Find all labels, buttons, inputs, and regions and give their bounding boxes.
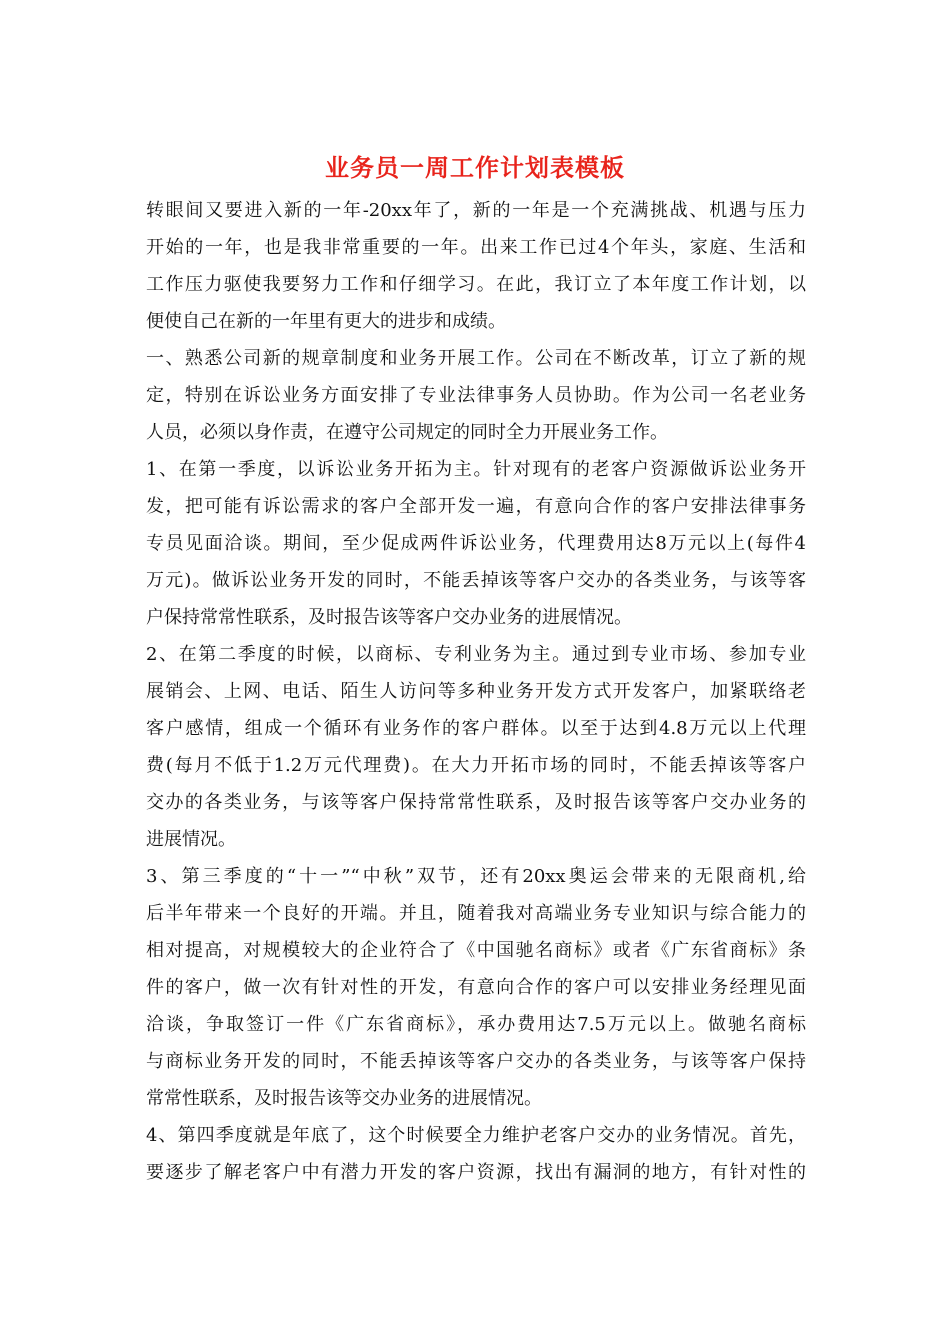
text-line: 进展情况。 (146, 829, 236, 850)
document-body (146, 192, 806, 1191)
text-line: 一、熟悉公司新的规章制度和业务开展工作。公司在不断改革，订立了新的规 (146, 348, 806, 369)
text-line: 交办的各类业务，与该等客户保持常常性联系，及时报告该等客户交办业务的 (146, 792, 806, 813)
text-line: 万元)。做诉讼业务开发的同时，不能丢掉该等客户交办的各类业务，与该等客 (146, 570, 806, 591)
text-line: 1、在第一季度，以诉讼业务开拓为主。针对现有的老客户资源做诉讼业务开 (146, 459, 806, 480)
text-line: 客户感情，组成一个循环有业务作的客户群体。以至于达到4.8万元以上代理 (146, 718, 806, 739)
text-line: 专员见面洽谈。期间，至少促成两件诉讼业务，代理费用达8万元以上(每件4 (146, 533, 806, 554)
text-line: 转眼间又要进入新的一年-20xx年了，新的一年是一个充满挑战、机遇与压力 (146, 200, 806, 221)
document-title: 业务员一周工作计划表模板 (325, 153, 625, 182)
text-line: 相对提高，对规模较大的企业符合了《中国驰名商标》或者《广东省商标》条 (146, 940, 806, 961)
text-line: 定，特别在诉讼业务方面安排了专业法律事务人员协助。作为公司一名老业务 (146, 385, 806, 406)
text-line: 3、第三季度的“十一”“中秋”双节，还有20xx奥运会带来的无限商机,给 (146, 866, 806, 887)
text-line: 洽谈，争取签订一件《广东省商标》，承办费用达7.5万元以上。做驰名商标 (146, 1014, 806, 1035)
text-line: 发，把可能有诉讼需求的客户全部开发一遍，有意向合作的客户安排法律事务 (146, 496, 806, 517)
text-line: 工作压力驱使我要努力工作和仔细学习。在此，我订立了本年度工作计划，以 (146, 274, 806, 295)
text-line: 与商标业务开发的同时，不能丢掉该等客户交办的各类业务，与该等客户保持 (146, 1051, 806, 1072)
text-line: 人员，必须以身作责，在遵守公司规定的同时全力开展业务工作。 (146, 422, 668, 443)
text-line: 2、在第二季度的时候，以商标、专利业务为主。通过到专业市场、参加专业 (146, 644, 806, 665)
text-line: 件的客户，做一次有针对性的开发，有意向合作的客户可以安排业务经理见面 (146, 977, 806, 998)
text-line: 户保持常常性联系，及时报告该等客户交办业务的进展情况。 (146, 607, 632, 628)
text-line: 4、第四季度就是年底了，这个时候要全力维护老客户交办的业务情况。首先， (146, 1125, 806, 1146)
text-line: 展销会、上网、电话、陌生人访问等多种业务开发方式开发客户，加紧联络老 (146, 681, 806, 702)
text-line: 费(每月不低于1.2万元代理费)。在大力开拓市场的同时，不能丢掉该等客户 (146, 755, 806, 776)
text-line: 开始的一年，也是我非常重要的一年。出来工作已过4个年头，家庭、生活和 (146, 237, 806, 258)
text-line: 常常性联系，及时报告该等交办业务的进展情况。 (146, 1088, 542, 1109)
text-line: 后半年带来一个良好的开端。并且，随着我对高端业务专业知识与综合能力的 (146, 903, 806, 924)
text-line: 便使自己在新的一年里有更大的进步和成绩。 (146, 311, 506, 332)
text-line: 要逐步了解老客户中有潜力开发的客户资源，找出有漏洞的地方，有针对性的 (146, 1162, 806, 1183)
